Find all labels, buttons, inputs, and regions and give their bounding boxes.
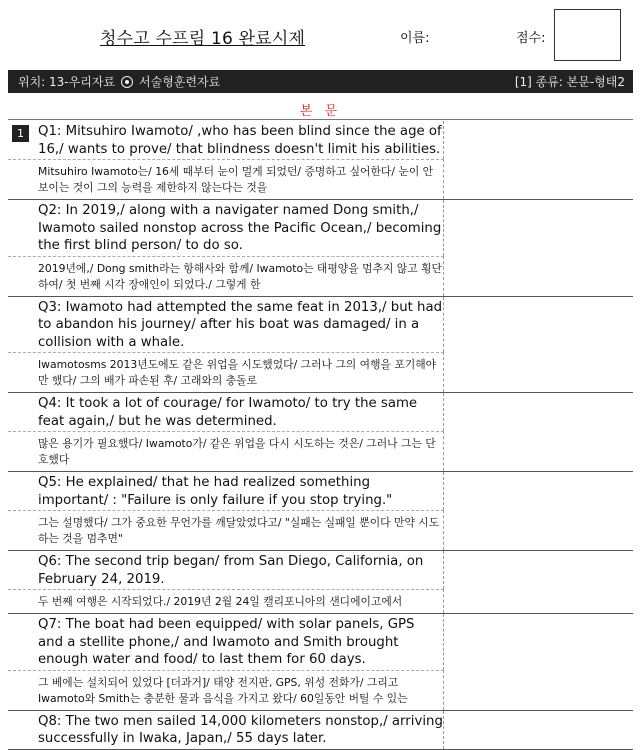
section-divider (8, 119, 633, 120)
item-number-badge: 1 (12, 125, 29, 142)
question-block (8, 614, 633, 711)
section-title: 본 문 (299, 104, 342, 119)
question-english: Q7: The boat had been equipped/ with solar panels, GPS and a stellite phone,/ and Iwamoto and Smith brought enough water and food/ to last them for 60 days. (8, 614, 444, 670)
question-korean: 그는 설명했다/ 그가 중요한 무언가를 깨달았었다고/ "실패는 실패일 뿐이다 만약 시도하는 것을 멈추면" (8, 510, 444, 550)
info-bar (8, 70, 633, 93)
question-english: Q4: It took a lot of courage/ for Iwamoto/ to try the same feat again,/ but he was determined. (8, 393, 444, 431)
question-english: Q5: He explained/ that he had realized something important/ : "Failure is only failure if you stop trying." (8, 472, 444, 510)
question-list (8, 121, 633, 750)
score-label: 점수: (516, 31, 546, 46)
question-block (8, 297, 633, 394)
name-label: 이름: (400, 31, 430, 46)
question-korean: 2019년에,/ Dong smith라는 항해사와 함께/ Iwamoto는 태평양을 멈추지 않고 횡단하여/ 첫 번째 시각 장애인이 되었다./ 그렇게 한 (8, 256, 444, 296)
radio-dot-icon (121, 76, 133, 88)
material-text: 서술형훈련자료 (139, 75, 221, 89)
question-english: Q6: The second trip began/ from San Diego, California, on February 24, 2019. (8, 551, 444, 589)
question-korean: Mitsuhiro Iwamoto는/ 16세 때부터 눈이 멀게 되었던/ 증명하고 싶어한다/ 눈이 안 보이는 것이 그의 능력을 제한하지 않는다는 것을 (8, 159, 444, 199)
worksheet-header (0, 0, 641, 68)
question-block (8, 711, 633, 750)
info-bar-location-group (18, 73, 220, 90)
location-text: 위치: 13-우리자료 (18, 75, 116, 89)
question-english: Q3: Iwamoto had attempted the same feat in 2013,/ but had to abandon his journey/ after his boat was damaged/ in a collision with a whale. (8, 297, 444, 353)
question-english: Q8: The two men sailed 14,000 kilometers nonstop,/ arriving successfully in Iwaka, Japan,/ 55 days later. (8, 711, 444, 749)
question-block (8, 121, 633, 200)
question-korean: Iwamotosms 2013년도에도 같은 위업을 시도했었다/ 그러나 그의 여행을 포기해야만 했다/ 그의 배가 파손된 후/ 고래와의 충돌로 (8, 352, 444, 392)
question-korean: 두 번째 여행은 시작되었다./ 2019년 2월 24일 캘리포니아의 샌디에이고에서 (8, 589, 444, 613)
question-block (8, 472, 633, 551)
question-block (8, 551, 633, 614)
question-block (8, 393, 633, 472)
type-text: [1] 종류: 본문-형태2 (514, 75, 625, 89)
question-english: Q2: In 2019,/ along with a navigater named Dong smith,/ Iwamoto sailed nonstop across the Pacific Ocean,/ becoming the first blind person/ to do so. (8, 200, 444, 256)
worksheet-title: 청수고 수프림 16 완료시제 (100, 29, 306, 49)
question-english: Q1: Mitsuhiro Iwamoto/ ,who has been blind since the age of 16,/ wants to prove/ that blindness doesn't limit his abilities. (8, 121, 444, 159)
question-block (8, 200, 633, 297)
question-korean: 그 베에는 설치되어 있었다 [더과거]/ 태양 전지판, GPS, 위성 전화가/ 그리고 Iwamoto와 Smith는 충분한 물과 음식을 가지고 왔다/ 60일동안 버틸 수 있는 (8, 670, 444, 710)
score-box[interactable] (554, 9, 621, 61)
question-korean: 많은 용기가 필요했다/ Iwamoto가/ 같은 위업을 다시 시도하는 것은/ 그러나 그는 단호했다 (8, 431, 444, 471)
